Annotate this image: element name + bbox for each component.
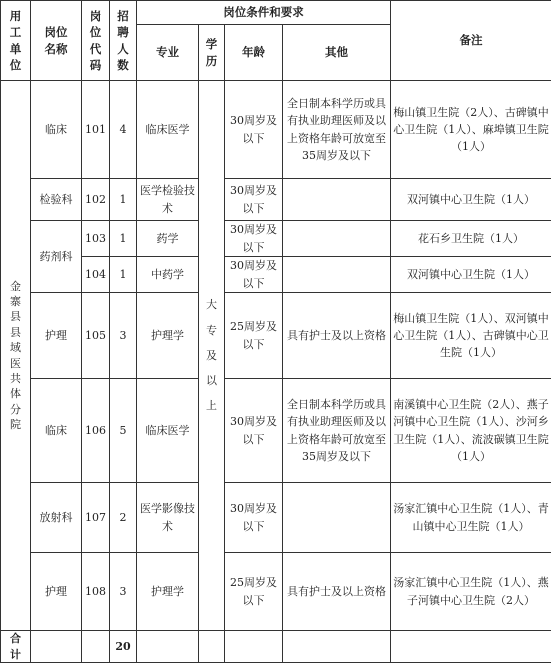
age-cell: 30周岁及以下 [225, 221, 283, 257]
count-cell: 3 [110, 553, 137, 631]
major-cell: 临床医学 [137, 81, 199, 179]
count-cell: 1 [110, 221, 137, 257]
header-post-code: 岗位代码 [82, 1, 110, 81]
total-row [1, 631, 551, 663]
remarks-cell: 双河镇中心卫生院（1人） [391, 179, 551, 221]
remarks-cell: 梅山镇卫生院（2人）、古碑镇中心卫生院（1人）、麻埠镇卫生院（1人） [391, 81, 551, 179]
table-row [1, 221, 551, 257]
major-cell: 护理学 [137, 553, 199, 631]
total-empty-cell [391, 631, 551, 663]
total-count: 20 [110, 631, 137, 663]
other-cell [283, 179, 391, 221]
header-post-name: 岗位名称 [31, 1, 82, 81]
total-label: 合计 [1, 631, 31, 663]
total-empty-cell [31, 631, 82, 663]
total-empty-cell [137, 631, 199, 663]
table-row [1, 293, 551, 379]
table-row [1, 179, 551, 221]
other-cell: 全日制本科学历或具有执业助理医师及以上资格年龄可放宽至35周岁及以下 [283, 379, 391, 483]
major-cell: 医学影像技术 [137, 483, 199, 553]
code-cell: 108 [82, 553, 110, 631]
code-cell: 102 [82, 179, 110, 221]
code-cell: 107 [82, 483, 110, 553]
header-remarks: 备注 [391, 1, 551, 81]
total-empty-cell [199, 631, 225, 663]
header-education: 学历 [199, 25, 225, 81]
count-cell: 4 [110, 81, 137, 179]
unit-cell: 金寨县县域医共体分院 [1, 81, 31, 631]
table-row [1, 81, 551, 179]
code-cell: 104 [82, 257, 110, 293]
remarks-cell: 汤家汇镇中心卫生院（1人）、燕子河镇中心卫生院（2人） [391, 553, 551, 631]
major-cell: 护理学 [137, 293, 199, 379]
age-cell: 25周岁及以下 [225, 293, 283, 379]
major-cell: 药学 [137, 221, 199, 257]
count-cell: 2 [110, 483, 137, 553]
table-row [1, 553, 551, 631]
post-cell: 护理 [31, 553, 82, 631]
header-row-1 [1, 1, 551, 25]
total-empty-cell [283, 631, 391, 663]
post-cell: 放射科 [31, 483, 82, 553]
header-unit: 用工单位 [1, 1, 31, 81]
count-cell: 5 [110, 379, 137, 483]
total-empty-cell [82, 631, 110, 663]
major-cell: 医学检验技术 [137, 179, 199, 221]
major-cell: 中药学 [137, 257, 199, 293]
other-cell: 具有护士及以上资格 [283, 553, 391, 631]
count-cell: 3 [110, 293, 137, 379]
count-cell: 1 [110, 257, 137, 293]
remarks-cell: 梅山镇卫生院（1人）、双河镇中心卫生院（1人）、古碑镇中心卫生院（1人） [391, 293, 551, 379]
age-cell: 25周岁及以下 [225, 553, 283, 631]
remarks-cell: 汤家汇镇中心卫生院（1人）、青山镇中心卫生院（1人） [391, 483, 551, 553]
age-cell: 30周岁及以下 [225, 81, 283, 179]
header-other: 其他 [283, 25, 391, 81]
remarks-cell: 花石乡卫生院（1人） [391, 221, 551, 257]
remarks-cell: 南溪镇中心卫生院（2人）、燕子河镇中心卫生院（1人）、沙河乡卫生院（1人）、流波碳镇卫生院（1人） [391, 379, 551, 483]
other-cell [283, 483, 391, 553]
table-row [1, 379, 551, 483]
table-row [1, 483, 551, 553]
post-cell: 药剂科 [31, 221, 82, 293]
header-major: 专业 [137, 25, 199, 81]
remarks-cell: 双河镇中心卫生院（1人） [391, 257, 551, 293]
code-cell: 101 [82, 81, 110, 179]
code-cell: 106 [82, 379, 110, 483]
header-conditions-group: 岗位条件和要求 [137, 1, 391, 25]
age-cell: 30周岁及以下 [225, 257, 283, 293]
post-cell: 临床 [31, 81, 82, 179]
other-cell: 全日制本科学历或具有执业助理医师及以上资格年龄可放宽至35周岁及以下 [283, 81, 391, 179]
other-cell: 具有护士及以上资格 [283, 293, 391, 379]
major-cell: 临床医学 [137, 379, 199, 483]
code-cell: 105 [82, 293, 110, 379]
header-recruit-count: 招聘人数 [110, 1, 137, 81]
post-cell: 检验科 [31, 179, 82, 221]
other-cell [283, 221, 391, 257]
table-row [1, 257, 551, 293]
age-cell: 30周岁及以下 [225, 483, 283, 553]
code-cell: 103 [82, 221, 110, 257]
other-cell [283, 257, 391, 293]
total-empty-cell [225, 631, 283, 663]
age-cell: 30周岁及以下 [225, 379, 283, 483]
count-cell: 1 [110, 179, 137, 221]
post-cell: 护理 [31, 293, 82, 379]
education-cell: 大专及以上 [199, 81, 225, 631]
header-age: 年龄 [225, 25, 283, 81]
age-cell: 30周岁及以下 [225, 179, 283, 221]
post-cell: 临床 [31, 379, 82, 483]
